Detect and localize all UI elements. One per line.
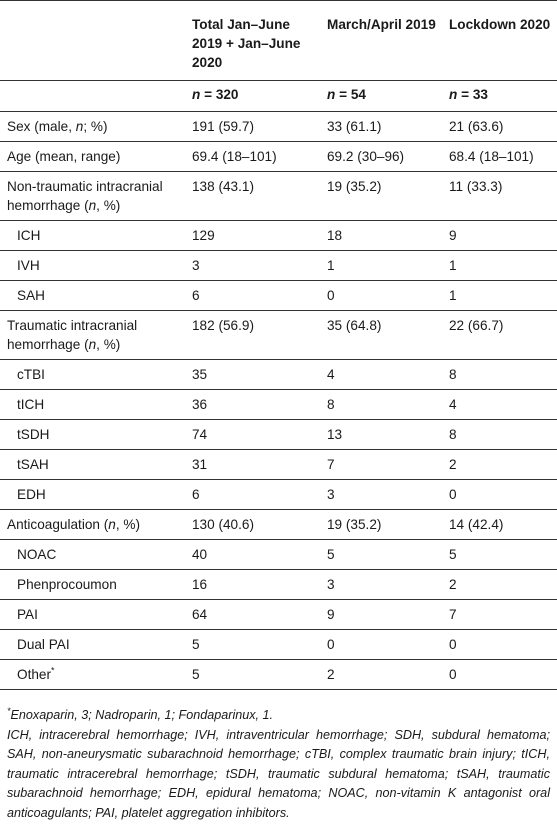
- table-footnotes: [7, 706, 550, 823]
- value-total: 74: [192, 427, 208, 442]
- header-lockdown-2020: Lockdown 2020: [449, 17, 551, 32]
- row-label: [0, 251, 185, 281]
- table-row: [0, 420, 557, 450]
- value-march-april-2019: 5: [327, 547, 335, 562]
- value-total: 36: [192, 397, 208, 412]
- footnote-abbreviations: ICH, intracerebral hemorrhage; IVH, intraventricular hemorrhage; SDH, subdural hematoma; SAH, non-aneurysmatic subarachnoid hemorrhage; cTBI, complex traumatic brain injury; tICH, traumatic intracerebral hemorrhage; tSDH, traumatic subdural hematoma; tSAH, traumatic subarachnoid hemorrhage; EDH, epidural hematoma; NOAC, non-vitamin K antagonist oral anticoagulants; PAI, platelet aggregation inhibitors.: [7, 727, 550, 820]
- value-march-april-2019: 33 (61.1): [327, 119, 382, 134]
- table-row: [0, 251, 557, 281]
- value-total: 5: [192, 667, 200, 682]
- row-label-text: NOAC: [17, 547, 57, 562]
- value-march-april-2019: 3: [327, 487, 335, 502]
- value-march-april-2019: 3: [327, 577, 335, 592]
- footnote-star: *Enoxaparin, 3; Nadroparin, 1; Fondaparinux, 1.: [7, 705, 274, 722]
- value-march-april-2019: 0: [327, 288, 335, 303]
- value-lockdown-2020: 0: [449, 667, 457, 682]
- value-lockdown-2020: 9: [449, 228, 457, 243]
- value-total: 182 (56.9): [192, 318, 254, 333]
- table-row: [0, 142, 557, 172]
- value-total: 6: [192, 487, 200, 502]
- row-label-text: tICH: [17, 397, 45, 412]
- table-row: [0, 600, 557, 630]
- value-lockdown-2020: 1: [449, 258, 457, 273]
- row-label-text: Age (mean, range): [7, 149, 121, 164]
- row-label-text: EDH: [17, 487, 46, 502]
- row-label: [0, 112, 185, 142]
- row-label: [0, 420, 185, 450]
- value-lockdown-2020: 0: [449, 487, 457, 502]
- value-march-april-2019: 8: [327, 397, 335, 412]
- row-label-n-symbol: n: [88, 198, 97, 213]
- row-label-text: tSDH: [17, 427, 50, 442]
- value-lockdown-2020: 0: [449, 637, 457, 652]
- row-label-text: cTBI: [17, 367, 45, 382]
- value-lockdown-2020: 5: [449, 547, 457, 562]
- value-march-april-2019: 35 (64.8): [327, 318, 382, 333]
- row-label-text: tSAH: [17, 457, 49, 472]
- value-lockdown-2020: 2: [449, 577, 457, 592]
- row-label-suffix: ; %): [83, 119, 108, 134]
- row-label: [0, 360, 185, 390]
- row-label-n-symbol: n: [88, 337, 97, 352]
- row-label-n-symbol: n: [75, 119, 84, 134]
- row-label-text: Anticoagulation (: [7, 517, 109, 532]
- value-total: 138 (43.1): [192, 179, 254, 194]
- row-label-text: Dual PAI: [17, 637, 70, 652]
- value-lockdown-2020: 8: [449, 427, 457, 442]
- row-label-text: SAH: [17, 288, 45, 303]
- row-label-text: Traumatic intracranial hemorrhage (: [7, 318, 138, 352]
- row-label-text: ICH: [17, 228, 41, 243]
- value-march-april-2019: 19 (35.2): [327, 517, 382, 532]
- table-row: [0, 450, 557, 480]
- row-label: [0, 600, 185, 630]
- value-march-april-2019: 1: [327, 258, 335, 273]
- row-label-text: PAI: [17, 607, 38, 622]
- table-row: [0, 360, 557, 390]
- table-row: [0, 221, 557, 251]
- row-label: [0, 510, 185, 540]
- value-total: 31: [192, 457, 208, 472]
- row-label: [0, 172, 185, 221]
- value-lockdown-2020: 7: [449, 607, 457, 622]
- value-total: 40: [192, 547, 208, 562]
- n-cell-empty: [0, 81, 185, 112]
- value-march-april-2019: 13: [327, 427, 343, 442]
- table-row: [0, 660, 557, 690]
- row-label-text: IVH: [17, 258, 40, 273]
- value-march-april-2019: 18: [327, 228, 343, 243]
- header-total: Total Jan–June 2019 + Jan–June 2020: [192, 17, 301, 70]
- table-body: [0, 112, 557, 690]
- n-march-april-2019: n = 54: [327, 87, 366, 102]
- value-total: 3: [192, 258, 200, 273]
- row-label: [0, 450, 185, 480]
- table-row: [0, 112, 557, 142]
- row-label: [0, 570, 185, 600]
- row-label-text: Phenprocoumon: [17, 577, 117, 592]
- row-label-text: Non-traumatic intracranial hemorrhage (: [7, 179, 163, 213]
- n-lockdown-2020: n = 33: [449, 87, 488, 102]
- value-total: 64: [192, 607, 208, 622]
- table-row: [0, 390, 557, 420]
- header-march-april-2019: March/April 2019: [327, 17, 436, 32]
- footnote-marker: *: [51, 665, 55, 676]
- row-label: [0, 142, 185, 172]
- value-total: 5: [192, 637, 200, 652]
- row-label-text: Sex (male,: [7, 119, 76, 134]
- value-lockdown-2020: 21 (63.6): [449, 119, 504, 134]
- header-cell-empty: [0, 1, 185, 81]
- row-label: [0, 221, 185, 251]
- value-march-april-2019: 2: [327, 667, 335, 682]
- value-lockdown-2020: 8: [449, 367, 457, 382]
- value-lockdown-2020: 68.4 (18–101): [449, 149, 534, 164]
- row-label: [0, 540, 185, 570]
- value-lockdown-2020: 14 (42.4): [449, 517, 504, 532]
- table-row: [0, 281, 557, 311]
- value-march-april-2019: 69.2 (30–96): [327, 149, 405, 164]
- row-label-n-symbol: n: [108, 517, 116, 532]
- value-total: 69.4 (18–101): [192, 149, 277, 164]
- value-march-april-2019: 7: [327, 457, 335, 472]
- row-label: [0, 630, 185, 660]
- value-lockdown-2020: 22 (66.7): [449, 318, 504, 333]
- n-total: n = 320: [192, 87, 239, 102]
- table-row: [0, 540, 557, 570]
- n-row: [0, 81, 557, 112]
- value-lockdown-2020: 2: [449, 457, 457, 472]
- table-row: [0, 172, 557, 221]
- value-total: 130 (40.6): [192, 517, 254, 532]
- value-lockdown-2020: 4: [449, 397, 457, 412]
- table-row: [0, 510, 557, 540]
- value-total: 35: [192, 367, 208, 382]
- value-total: 16: [192, 577, 208, 592]
- value-march-april-2019: 4: [327, 367, 335, 382]
- row-label-suffix: , %): [96, 198, 121, 213]
- row-label-suffix: , %): [96, 337, 121, 352]
- row-label: [0, 390, 185, 420]
- table-row: [0, 480, 557, 510]
- value-lockdown-2020: 11 (33.3): [449, 179, 503, 194]
- header-row: [0, 1, 557, 81]
- value-march-april-2019: 9: [327, 607, 335, 622]
- row-label: [0, 311, 185, 360]
- row-label-suffix: , %): [115, 517, 140, 532]
- row-label-text: Other: [17, 667, 51, 682]
- table-row: [0, 311, 557, 360]
- value-lockdown-2020: 1: [449, 288, 457, 303]
- value-march-april-2019: 0: [327, 637, 335, 652]
- value-march-april-2019: 19 (35.2): [327, 179, 382, 194]
- row-label: [0, 281, 185, 311]
- value-total: 6: [192, 288, 200, 303]
- table-row: [0, 630, 557, 660]
- row-label: [0, 660, 185, 690]
- value-total: 129: [192, 228, 215, 243]
- table-row: [0, 570, 557, 600]
- row-label: [0, 480, 185, 510]
- value-total: 191 (59.7): [192, 119, 254, 134]
